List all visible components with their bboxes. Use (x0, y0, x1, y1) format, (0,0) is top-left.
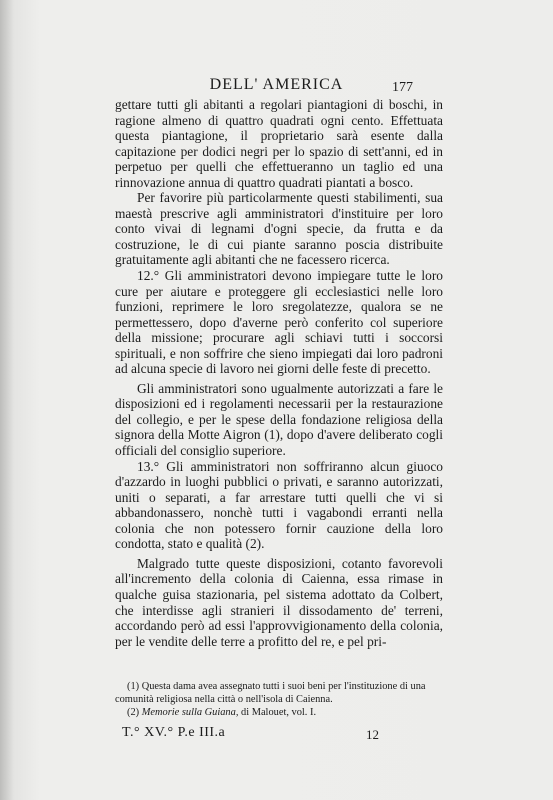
footnote-2-rest: di Malouet, vol. I. (241, 707, 317, 718)
paragraph: Malgrado tutte queste disposizioni, cotanto favorevoli all'incremento della colonia di Caienna, essa rimase in qualche guisa stazionaria, pel sistema adottato da Colbert, che interdisse agli stranieri il dissodamento de' terreni, accordando però ad essi l'approvvigionamento della colonia, per le vendite delle terre a profitto del re, e pel pri- (115, 555, 443, 649)
paragraph: Gli amministratori sono ugualmente autorizzati a fare le disposizioni ed i regolamenti necessarii per la restaurazione del collegio, e per le spese della fondazione religiosa della signora della Motte Aigron (1), dopo d'avere deliberato cogli officiali del consiglio superiore. (115, 380, 443, 459)
running-title: DELL' AMERICA (209, 76, 344, 93)
paragraph: Per favorire più particolarmente questi stabilimenti, sua maestà prescrive agli amministratori d'instituire per loro conto vivai di legnami d'ogni specie, da frutta e da costruzione, le di cui piante saranno poscia distribuite gratuitamente agli abitanti che ne facessero ricerca. (115, 190, 443, 268)
paragraph: gettare tutti gli abitanti a regolari piantagioni di boschi, in ragione almeno di quattro quadrati ogni cento. Effettuata questa piantagione, il proprietario sarà esente dalla capitazione per dodici negri per lo spazio di sett'anni, ed in perpetuo per quelli che effettueranno un taglio ed una rinnovazione annua di quattro quadrati piantati a bosco. (115, 97, 443, 190)
paragraph: 12.° Gli amministratori devono impiegare tutte le loro cure per aiutare e proteggere gli ecclesiastici nelle loro funzioni, reprimere le loro sregolatezze, qualora se ne permettessero, dopo d'averne però conferito col superiore della missione; procurare agli schiavi tutti i soccorsi spirituali, e non soffrire che sieno impiegati dai loro padroni ad alcuna specie di lavoro nei giorni delle feste di precetto. (115, 268, 443, 377)
footnote-1: (1) Questa dama avea assegnato tutti i suoi beni per l'instituzione di una comunità religiosa nella città o nell'isola di Caienna. (115, 681, 426, 705)
sheet-number: 12 (366, 727, 379, 742)
footnote-2-number: (2) (127, 707, 140, 718)
signature-mark: T.° XV.° P.e III.a (122, 725, 226, 740)
paragraph: 13.° Gli amministratori non soffriranno alcun giuoco d'azzardo in luoghi pubblici o privati, e saranno autorizzati, uniti o separati, a far arrestare tutti quelli che vi si abbandonassero, nonchè tutti i vagabondi erranti nella colonia che non potessero fornir cauzione della loro condotta, stato e qualità (2). (115, 458, 443, 552)
footnote-2 (115, 706, 445, 719)
footnotes (115, 680, 445, 719)
body-text (115, 97, 443, 649)
page-number: 177 (392, 80, 413, 95)
footnote-2-title: Memorie sulla Guiana, (141, 707, 239, 718)
